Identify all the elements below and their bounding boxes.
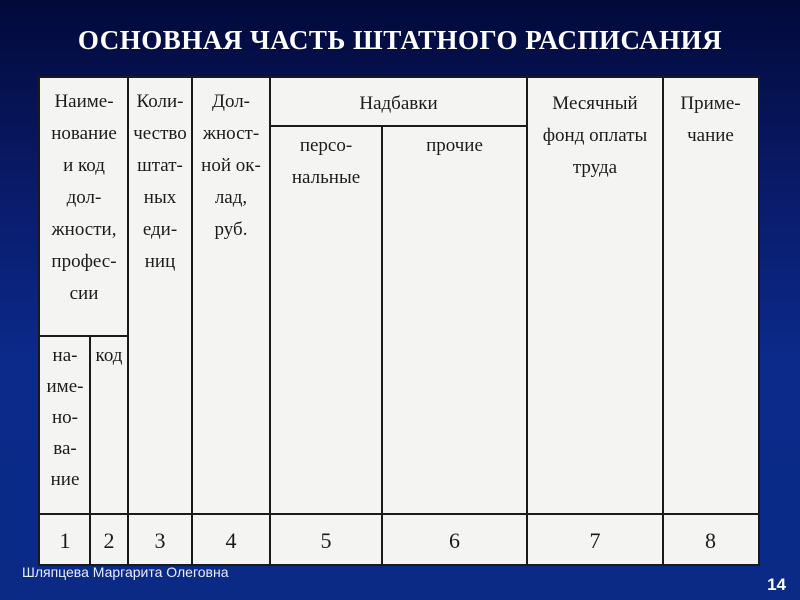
- header-code-subcolumn: код: [95, 345, 123, 366]
- column-number: 1: [59, 528, 71, 553]
- header-staff-count: Коли- чество штат- ных еди- ниц: [133, 91, 187, 272]
- column-number: 5: [320, 528, 332, 553]
- staffing-table: [38, 76, 760, 566]
- header-name-and-code: Наиме- нование и код дол- жности, профес- сии: [51, 91, 117, 304]
- column-number: 3: [154, 528, 166, 553]
- page-number: 14: [767, 575, 786, 594]
- header-other-allowances: прочие: [426, 135, 483, 156]
- column-number: 7: [589, 528, 601, 553]
- header-personal-allowances: персо- нальные: [291, 135, 361, 188]
- header-official-salary: Дол- жност- ной ок- лад, руб.: [201, 91, 261, 240]
- column-number: 2: [103, 528, 115, 553]
- author-name: Шляпцева Маргарита Олеговна: [22, 564, 229, 580]
- header-note: Приме- чание: [680, 93, 741, 146]
- header-allowances: Надбавки: [359, 93, 438, 114]
- column-number: 6: [449, 528, 460, 553]
- header-name-subcolumn: на- име- но- ва- ние: [46, 345, 84, 490]
- column-number: 8: [705, 528, 716, 553]
- slide-title: ОСНОВНАЯ ЧАСТЬ ШТАТНОГО РАСПИСАНИЯ: [77, 25, 723, 55]
- column-number: 4: [225, 528, 237, 553]
- header-monthly-payroll-fund: Месячный фонд оплаты труда: [542, 93, 648, 178]
